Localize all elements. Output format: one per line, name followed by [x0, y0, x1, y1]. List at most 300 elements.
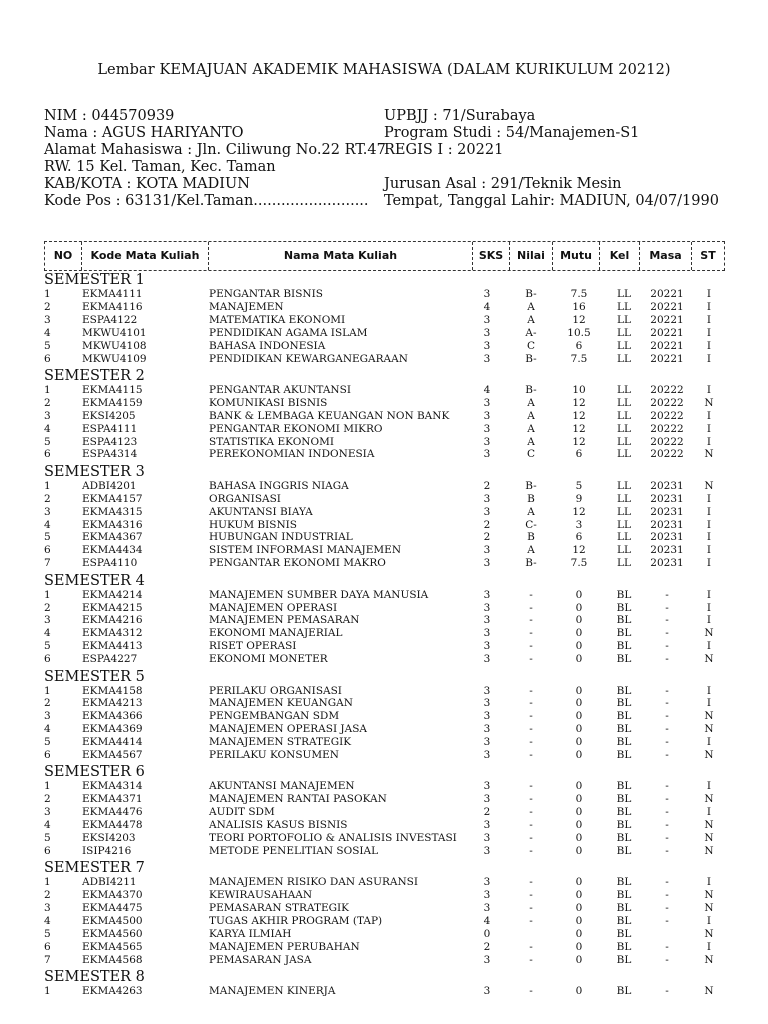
row-no: 1: [44, 780, 51, 793]
row-sks: 2: [483, 806, 491, 819]
row-nama: MANAJEMEN RISIKO DAN ASURANSI: [209, 876, 418, 889]
table-row: [0, 736, 768, 749]
table-row: [0, 819, 768, 832]
row-nilai: -: [529, 940, 533, 953]
row-kel: LL: [617, 326, 631, 339]
row-nilai: -: [529, 736, 533, 749]
row-mutu: 0: [575, 614, 583, 627]
row-no: 5: [44, 736, 51, 749]
row-nilai: B-: [525, 479, 537, 492]
row-mutu: 0: [575, 780, 583, 793]
row-sks: 3: [483, 697, 491, 710]
row-mutu: 12: [572, 505, 586, 518]
row-mutu: 10.5: [567, 326, 591, 339]
row-kode: EKMA4370: [82, 889, 143, 902]
table-row: [0, 557, 768, 570]
row-st: I: [706, 684, 712, 697]
row-no: 3: [44, 505, 51, 518]
table-row: [0, 845, 768, 858]
table-row: [0, 436, 768, 449]
row-kel: BL: [616, 819, 632, 832]
row-sks: 0: [483, 927, 491, 940]
row-kode: EKMA4560: [82, 927, 143, 940]
row-mutu: 0: [575, 601, 583, 614]
student-info-left: [44, 108, 386, 210]
row-st: N: [704, 889, 714, 902]
row-kel: BL: [616, 614, 632, 627]
row-kode: EKMA4215: [82, 601, 143, 614]
semester-heading: SEMESTER 8: [44, 969, 145, 986]
row-sks: 3: [483, 313, 491, 326]
row-no: 6: [44, 653, 51, 666]
page-title: Lembar KEMAJUAN AKADEMIK MAHASISWA (DALAM KURIKULUM 20212): [97, 62, 671, 78]
row-nama: MANAJEMEN PERUBAHAN: [209, 940, 360, 953]
row-mutu: 12: [572, 396, 586, 409]
row-kode: EKMA4263: [82, 985, 143, 998]
row-sks: 2: [483, 940, 491, 953]
row-nilai: -: [529, 819, 533, 832]
row-kel: BL: [616, 780, 632, 793]
row-kel: BL: [616, 749, 632, 761]
row-nama: HUBUNGAN INDUSTRIAL: [209, 531, 353, 544]
row-nama: SISTEM INFORMASI MANAJEMEN: [209, 544, 402, 557]
row-mutu: 0: [575, 832, 583, 844]
header-mutu: Mutu: [553, 242, 600, 270]
table-row: [0, 876, 768, 889]
row-no: 5: [44, 832, 51, 844]
row-kel: LL: [617, 448, 631, 461]
row-sks: 3: [483, 588, 491, 601]
row-st: I: [706, 339, 712, 352]
kab-kota: KAB/KOTA : KOTA MADIUN: [44, 176, 250, 192]
row-nama: PENDIDIKAN AGAMA ISLAM: [209, 326, 368, 339]
row-nama: MANAJEMEN STRATEGIK: [209, 736, 352, 749]
row-sks: 3: [483, 352, 491, 365]
row-kode: EKMA4567: [82, 749, 143, 761]
table-row: [0, 531, 768, 544]
row-nama: PERILAKU ORGANISASI: [209, 684, 342, 697]
row-nama: PENDIDIKAN KEWARGANEGARAAN: [209, 352, 408, 365]
row-masa: -: [665, 902, 669, 915]
row-masa: 20221: [650, 313, 684, 326]
row-no: 1: [44, 288, 51, 300]
row-no: 3: [44, 806, 51, 819]
row-st: I: [706, 313, 712, 326]
row-masa: 20222: [650, 448, 684, 461]
semester-heading: SEMESTER 2: [44, 367, 145, 384]
row-kode: EKMA4213: [82, 697, 143, 710]
row-nilai: -: [529, 915, 533, 927]
table-row: [0, 288, 768, 301]
row-kode: EKMA4476: [82, 806, 143, 819]
row-kel: BL: [616, 844, 632, 857]
row-nama: METODE PENELITIAN SOSIAL: [209, 844, 379, 857]
row-nama: PEMASARAN JASA: [209, 953, 312, 966]
table-row: [0, 889, 768, 902]
row-nilai: -: [529, 832, 533, 844]
row-mutu: 0: [575, 627, 583, 640]
row-nilai: B-: [525, 557, 537, 570]
row-kel: BL: [616, 627, 632, 640]
row-no: 3: [44, 710, 51, 723]
row-no: 3: [44, 902, 51, 915]
row-mutu: 0: [575, 653, 583, 666]
upbjj: UPBJJ : 71/Surabaya: [384, 108, 536, 124]
row-nama: MANAJEMEN PEMASARAN: [209, 614, 360, 627]
row-mutu: 0: [575, 684, 583, 697]
row-st: I: [706, 409, 712, 422]
regis: REGIS I : 20221: [384, 142, 504, 158]
semester-heading: SEMESTER 4: [44, 572, 145, 589]
row-masa: -: [665, 723, 669, 736]
row-nilai: C-: [525, 518, 537, 531]
row-no: 5: [44, 339, 51, 352]
row-nilai: -: [529, 684, 533, 697]
row-kode: EKMA4413: [82, 640, 143, 653]
row-no: 4: [44, 915, 51, 927]
row-sks: 3: [483, 326, 491, 339]
row-sks: 3: [483, 953, 491, 966]
jurusan-asal: Jurusan Asal : 291/Teknik Mesin: [384, 176, 622, 192]
table-row: [0, 954, 768, 967]
row-no: 2: [44, 793, 51, 806]
header-nama: Nama Mata Kuliah: [209, 242, 473, 270]
row-kel: LL: [617, 339, 631, 352]
row-kode: ESPA4122: [82, 313, 138, 326]
row-nilai: -: [529, 793, 533, 806]
row-sks: 3: [483, 985, 491, 998]
row-mutu: 0: [575, 793, 583, 806]
row-sks: 3: [483, 640, 491, 653]
row-st: I: [706, 697, 712, 710]
row-st: N: [704, 819, 714, 832]
row-sks: 3: [483, 544, 491, 557]
row-nilai: -: [529, 627, 533, 640]
row-kel: BL: [616, 889, 632, 902]
row-nama: MANAJEMEN OPERASI JASA: [209, 723, 367, 736]
row-no: 4: [44, 518, 51, 531]
row-no: 1: [44, 876, 51, 889]
row-nama: PERILAKU KONSUMEN: [209, 749, 339, 761]
row-kel: LL: [617, 544, 631, 557]
row-kode: EKSI4205: [82, 409, 136, 422]
row-mutu: 0: [575, 927, 583, 940]
row-kel: LL: [617, 505, 631, 518]
row-sks: 3: [483, 749, 491, 761]
table-row: [0, 902, 768, 915]
row-masa: -: [665, 614, 669, 627]
row-masa: 20221: [650, 339, 684, 352]
kode-pos: Kode Pos : 63131/Kel.Taman.........................: [44, 193, 369, 209]
row-kode: EKMA4316: [82, 518, 143, 531]
row-sks: 2: [483, 518, 491, 531]
row-st: N: [704, 953, 714, 966]
row-nilai: B: [527, 531, 535, 544]
row-sks: 4: [483, 300, 491, 313]
row-nama: MANAJEMEN OPERASI: [209, 601, 338, 614]
row-no: 5: [44, 640, 51, 653]
student-info-right: [384, 108, 719, 210]
row-no: 6: [44, 448, 51, 461]
row-st: I: [706, 614, 712, 627]
table-row: [0, 640, 768, 653]
table-row: [0, 340, 768, 353]
row-sks: 3: [483, 422, 491, 435]
row-nama: PENGANTAR AKUNTANSI: [209, 383, 351, 396]
row-masa: 20231: [650, 531, 684, 544]
row-kode: EKMA4478: [82, 819, 143, 832]
row-kode: EKMA4475: [82, 902, 143, 915]
row-st: I: [706, 780, 712, 793]
row-nilai: C: [526, 339, 536, 352]
row-nama: BAHASA INDONESIA: [209, 339, 326, 352]
row-nama: MANAJEMEN KINERJA: [209, 985, 336, 998]
row-mutu: 0: [575, 915, 583, 927]
row-sks: 3: [483, 409, 491, 422]
row-mutu: 0: [575, 876, 583, 889]
row-nilai: A: [527, 409, 535, 422]
row-masa: 20221: [650, 288, 684, 300]
row-masa: 20221: [650, 326, 684, 339]
row-mutu: 12: [572, 313, 586, 326]
row-kel: LL: [617, 300, 631, 313]
semester-heading: SEMESTER 5: [44, 668, 145, 685]
table-row: [0, 697, 768, 710]
row-kel: BL: [616, 915, 632, 927]
row-nilai: -: [529, 697, 533, 710]
row-kel: BL: [616, 953, 632, 966]
row-no: 4: [44, 627, 51, 640]
row-no: 5: [44, 927, 51, 940]
table-row: [0, 602, 768, 615]
row-kode: MKWU4108: [82, 339, 147, 352]
row-masa: -: [665, 832, 669, 844]
semester-heading: SEMESTER 6: [44, 764, 145, 781]
row-kel: LL: [617, 531, 631, 544]
row-kel: LL: [617, 557, 631, 570]
row-mutu: 16: [572, 300, 586, 313]
row-st: N: [704, 396, 714, 409]
row-no: 6: [44, 844, 51, 857]
row-no: 4: [44, 819, 51, 832]
row-kel: BL: [616, 736, 632, 749]
row-mutu: 9: [575, 492, 583, 505]
row-sks: 3: [483, 339, 491, 352]
nim: NIM : 044570939: [44, 108, 175, 124]
row-nilai: B: [527, 492, 535, 505]
row-nama: MANAJEMEN KEUANGAN: [209, 697, 353, 710]
row-kode: MKWU4109: [82, 352, 147, 365]
table-row: [0, 480, 768, 493]
row-st: I: [706, 940, 712, 953]
row-masa: -: [665, 806, 669, 819]
row-kel: LL: [617, 492, 631, 505]
row-sks: 3: [483, 832, 491, 844]
row-kode: EKMA4315: [82, 505, 143, 518]
row-nama: HUKUM BISNIS: [209, 518, 297, 531]
row-no: 2: [44, 396, 51, 409]
row-st: N: [704, 479, 714, 492]
table-row: [0, 301, 768, 314]
row-sks: 3: [483, 614, 491, 627]
tempat-tanggal-lahir: Tempat, Tanggal Lahir: MADIUN, 04/07/1990: [384, 193, 719, 209]
row-kel: BL: [616, 927, 632, 940]
row-nilai: A: [527, 313, 535, 326]
row-mutu: 0: [575, 710, 583, 723]
row-no: 1: [44, 985, 51, 998]
row-nilai: -: [529, 876, 533, 889]
row-no: 4: [44, 723, 51, 736]
row-masa: -: [665, 588, 669, 601]
row-kode: ESPA4314: [82, 448, 138, 461]
row-masa: 20231: [650, 518, 684, 531]
row-nilai: -: [529, 614, 533, 627]
row-st: I: [706, 544, 712, 557]
row-masa: 20222: [650, 409, 684, 422]
row-masa: 20231: [650, 492, 684, 505]
row-st: I: [706, 588, 712, 601]
row-sks: 3: [483, 793, 491, 806]
row-masa: -: [665, 697, 669, 710]
row-mutu: 12: [572, 435, 586, 448]
row-kel: BL: [616, 985, 632, 998]
row-no: 4: [44, 422, 51, 435]
row-kel: LL: [617, 479, 631, 492]
row-nama: RISET OPERASI: [209, 640, 297, 653]
row-st: N: [704, 710, 714, 723]
row-masa: -: [665, 844, 669, 857]
row-no: 3: [44, 313, 51, 326]
row-kode: EKMA4366: [82, 710, 143, 723]
row-kode: EKMA4216: [82, 614, 143, 627]
row-masa: -: [665, 940, 669, 953]
row-kode: ESPA4227: [82, 653, 138, 666]
row-mutu: 12: [572, 422, 586, 435]
row-nama: PENGANTAR BISNIS: [209, 288, 323, 300]
table-row: [0, 928, 768, 941]
address-line-1: Alamat Mahasiswa : Jln. Ciliwung No.22 RT.47: [44, 142, 386, 158]
row-kel: BL: [616, 697, 632, 710]
row-nama: MANAJEMEN SUMBER DAYA MANUSIA: [209, 588, 429, 601]
row-masa: 20222: [650, 435, 684, 448]
row-no: 1: [44, 684, 51, 697]
row-st: I: [706, 915, 712, 927]
row-kode: EKMA4414: [82, 736, 143, 749]
row-kel: BL: [616, 640, 632, 653]
row-nama: AKUNTANSI MANAJEMEN: [209, 780, 355, 793]
row-st: I: [706, 326, 712, 339]
table-row: [0, 653, 768, 666]
row-masa: -: [665, 819, 669, 832]
row-nama: TEORI PORTOFOLIO & ANALISIS INVESTASI: [209, 832, 457, 844]
row-mutu: 10: [572, 383, 586, 396]
row-no: 5: [44, 435, 51, 448]
row-nama: PENGANTAR EKONOMI MIKRO: [209, 422, 383, 435]
row-nilai: -: [529, 889, 533, 902]
address-line-2: RW. 15 Kel. Taman, Kec. Taman: [44, 159, 276, 175]
row-kel: BL: [616, 940, 632, 953]
semester-heading: SEMESTER 3: [44, 463, 145, 480]
row-st: N: [704, 723, 714, 736]
row-nilai: -: [529, 723, 533, 736]
row-st: N: [704, 844, 714, 857]
row-st: I: [706, 640, 712, 653]
row-no: 2: [44, 889, 51, 902]
row-masa: 20231: [650, 544, 684, 557]
row-sks: 4: [483, 915, 491, 927]
row-kode: EKMA4371: [82, 793, 143, 806]
row-nama: TUGAS AKHIR PROGRAM (TAP): [209, 915, 383, 927]
row-kode: ADBI4211: [82, 876, 137, 889]
row-mutu: 0: [575, 985, 583, 998]
row-no: 1: [44, 588, 51, 601]
row-kel: BL: [616, 832, 632, 844]
row-masa: -: [665, 653, 669, 666]
row-kel: BL: [616, 710, 632, 723]
row-nama: MANAJEMEN: [209, 300, 284, 313]
table-row: [0, 410, 768, 423]
row-kode: EKMA4116: [82, 300, 143, 313]
row-nilai: -: [529, 902, 533, 915]
row-kode: EKMA4115: [82, 383, 143, 396]
row-nama: PEMASARAN STRATEGIK: [209, 902, 350, 915]
table-row: [0, 710, 768, 723]
row-kel: LL: [617, 435, 631, 448]
row-kode: EKSI4203: [82, 832, 136, 844]
row-nama: PEREKONOMIAN INDONESIA: [209, 448, 375, 461]
row-masa: -: [665, 889, 669, 902]
row-mutu: 7.5: [570, 352, 588, 365]
row-masa: -: [665, 736, 669, 749]
header-kode: Kode Mata Kuliah: [82, 242, 209, 270]
row-nama: EKONOMI MANAJERIAL: [209, 627, 343, 640]
table-row: [0, 685, 768, 698]
row-nama: BANK & LEMBAGA KEUANGAN NON BANK: [209, 409, 450, 422]
table-row: [0, 780, 768, 793]
row-sks: 3: [483, 505, 491, 518]
row-mutu: 0: [575, 819, 583, 832]
header-st: ST: [700, 249, 716, 262]
row-sks: 3: [483, 819, 491, 832]
row-st: I: [706, 505, 712, 518]
row-st: I: [706, 352, 712, 365]
row-kel: BL: [616, 723, 632, 736]
row-mutu: 0: [575, 902, 583, 915]
row-nama: STATISTIKA EKONOMI: [209, 435, 334, 448]
row-sks: 3: [483, 653, 491, 666]
table-row: [0, 397, 768, 410]
row-sks: 3: [483, 557, 491, 570]
row-st: N: [704, 902, 714, 915]
row-mutu: 3: [575, 518, 583, 531]
table-header: [44, 241, 725, 271]
row-no: 2: [44, 300, 51, 313]
row-nilai: -: [529, 588, 533, 601]
row-mutu: 7.5: [570, 557, 588, 570]
student-name: Nama : AGUS HARIYANTO: [44, 125, 244, 141]
row-kel: LL: [617, 518, 631, 531]
header-no: NO: [45, 242, 82, 270]
row-nilai: -: [529, 953, 533, 966]
row-no: 2: [44, 601, 51, 614]
row-nilai: A-: [525, 326, 537, 339]
row-nilai: A: [527, 396, 535, 409]
row-masa: -: [665, 627, 669, 640]
row-no: 7: [44, 557, 51, 570]
row-sks: 3: [483, 710, 491, 723]
row-mutu: 6: [575, 339, 583, 352]
table-row: [0, 353, 768, 366]
